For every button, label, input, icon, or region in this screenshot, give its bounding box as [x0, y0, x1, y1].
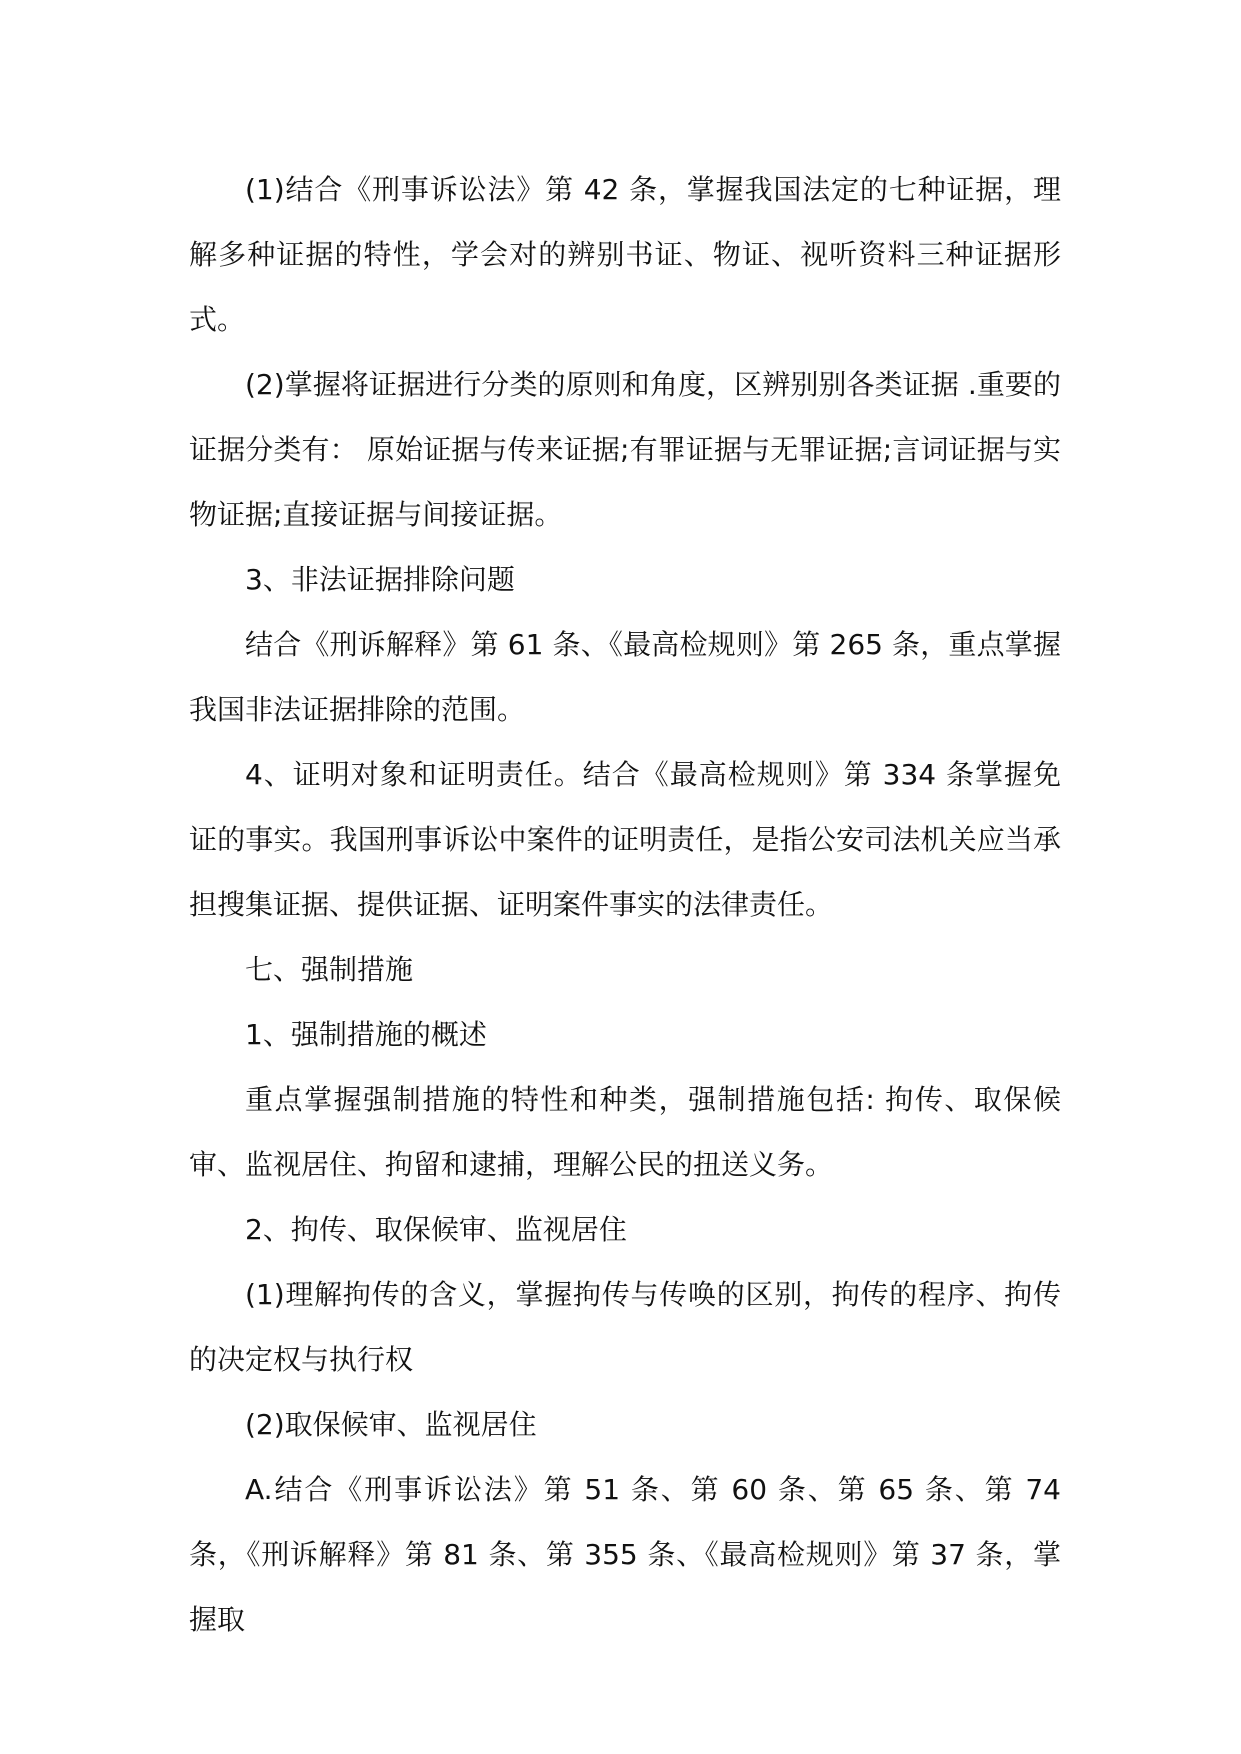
heading-compulsory-measures: 七、强制措施 — [245, 953, 414, 986]
heading-summons-bail-surveillance: 2、拘传、取保候审、监视居住 — [245, 1213, 627, 1246]
paragraph-burden-of-proof: 4、证明对象和证明责任。结合《最高检规则》第 334 条掌握免证的事实。我国刑事诉讼中案件的证明责任，是指公安司法机关应当承担搜集证据、提供证据、证明案件事实的法律责任。 — [189, 758, 1061, 921]
paragraph-summons: (1)理解拘传的含义，掌握拘传与传唤的区别，拘传的程序、拘传的决定权与执行权 — [189, 1278, 1061, 1376]
heading-bail-surveillance: (2)取保候审、监视居住 — [245, 1408, 537, 1441]
paragraph-illegal-evidence-scope: 结合《刑诉解释》第 61 条、《最高检规则》第 265 条，重点掌握我国非法证据排除的范围。 — [189, 628, 1061, 726]
paragraph-evidence-types: (1)结合《刑事诉讼法》第 42 条，掌握我国法定的七种证据，理解多种证据的特性，学会对的辨别书证、物证、视听资料三种证据形式。 — [189, 173, 1061, 336]
heading-compulsory-measures-overview: 1、强制措施的概述 — [245, 1018, 487, 1051]
heading-illegal-evidence-exclusion: 3、非法证据排除问题 — [245, 563, 515, 596]
paragraph-compulsory-measures-types: 重点掌握强制措施的特性和种类，强制措施包括: 拘传、取保候审、监视居住、拘留和逮捕，理解公民的扭送义务。 — [189, 1083, 1061, 1181]
paragraph-evidence-classification: (2)掌握将证据进行分类的原则和角度，区辨别别各类证据 .重要的证据分类有： 原始证据与传来证据;有罪证据与无罪证据;言词证据与实物证据;直接证据与间接证据。 — [189, 368, 1061, 531]
paragraph-bail-articles: A.结合《刑事诉讼法》第 51 条、第 60 条、第 65 条、第 74 条，《刑诉解释》第 81 条、第 355 条、《最高检规则》第 37 条，掌握取 — [189, 1473, 1061, 1636]
document-page — [189, 157, 1061, 1652]
